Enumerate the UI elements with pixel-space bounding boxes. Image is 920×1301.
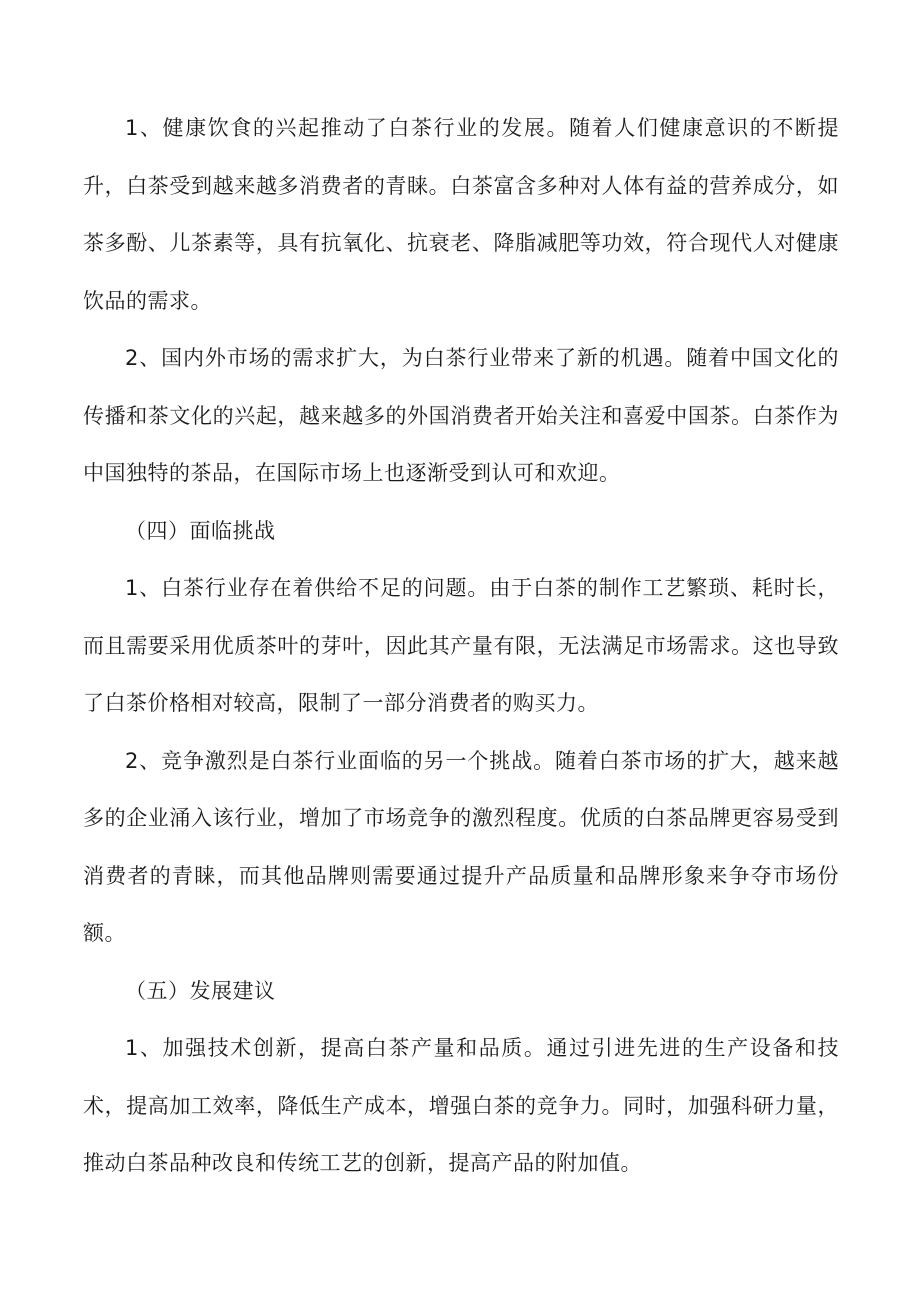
section-heading-suggestions: （五）发展建议 [125,978,276,1003]
document-body [83,100,839,1193]
paragraph-healthy-diet: 1、健康饮食的兴起推动了白茶行业的发展。随着人们健康意识的不断提升，白茶受到越来越多消费者的青睐。白茶富含多种对人体有益的营养成分，如茶多酚、儿茶素等，具有抗氧化、抗衰老、降脂减肥等功效，符合现代人对健康饮品的需求。 [83,116,839,313]
paragraph-competition: 2、竞争激烈是白茶行业面临的另一个挑战。随着白茶市场的扩大，越来越多的企业涌入该行业，增加了市场竞争的激烈程度。优质的白茶品牌更容易受到消费者的青睐，而其他品牌则需要通过提升产品质量和品牌形象来争夺市场份额。 [83,748,839,945]
paragraph-supply-shortage: 1、白茶行业存在着供给不足的问题。由于白茶的制作工艺繁琐、耗时长，而且需要采用优质茶叶的芽叶，因此其产量有限，无法满足市场需求。这也导致了白茶价格相对较高，限制了一部分消费者的购买力。 [83,576,839,715]
paragraph-tech-innovation: 1、加强技术创新，提高白茶产量和品质。通过引进先进的生产设备和技术，提高加工效率，降低生产成本，增强白茶的竞争力。同时，加强科研力量，推动白茶品种改良和传统工艺的创新，提高产品的附加值。 [83,1036,839,1175]
paragraph-market-demand: 2、国内外市场的需求扩大，为白茶行业带来了新的机遇。随着中国文化的传播和茶文化的兴起，越来越多的外国消费者开始关注和喜爱中国茶。白茶作为中国独特的茶品，在国际市场上也逐渐受到认可和欢迎。 [83,346,839,485]
section-heading-challenges: （四）面临挑战 [125,518,276,543]
